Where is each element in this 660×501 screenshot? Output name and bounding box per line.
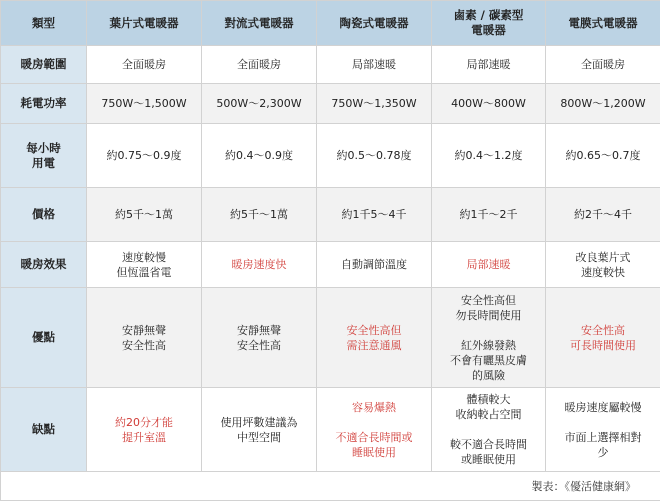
table-row	[1, 188, 660, 242]
header-heater-5: 電膜式電暖器	[546, 1, 660, 46]
header-heater-2: 對流式電暖器	[202, 1, 317, 46]
row-label: 暖房效果	[1, 242, 87, 288]
row-label: 耗電功率	[1, 84, 87, 124]
table-cell: 暖房速度快	[202, 242, 317, 288]
table-cell: 約5千～1萬	[202, 188, 317, 242]
table-cell: 全面暖房	[87, 46, 202, 84]
row-label: 價格	[1, 188, 87, 242]
table-cell: 安全性高但 勿長時間使用 紅外線發熱 不會有曬黑皮膚 的風險	[432, 288, 546, 388]
table-cell: 約20分才能 提升室溫	[87, 388, 202, 472]
row-label: 每小時 用電	[1, 124, 87, 188]
table-cell: 安全性高 可長時間使用	[546, 288, 660, 388]
table-cell: 750W～1,500W	[87, 84, 202, 124]
table-cell: 暖房速度屬較慢 市面上選擇相對 少	[546, 388, 660, 472]
header-row	[1, 1, 660, 46]
table-cell: 容易爆熱 不適合長時間或 睡眠使用	[317, 388, 432, 472]
table-cell: 約0.5～0.78度	[317, 124, 432, 188]
table-cell: 局部速暖	[432, 242, 546, 288]
footer-credit: 製表：《優活健康網》	[1, 472, 660, 501]
table-row	[1, 388, 660, 472]
footer-row	[1, 472, 660, 501]
table-cell: 800W～1,200W	[546, 84, 660, 124]
table-cell: 約0.75～0.9度	[87, 124, 202, 188]
table-cell: 全面暖房	[202, 46, 317, 84]
table-cell: 安靜無聲 安全性高	[87, 288, 202, 388]
table-cell: 約0.4～1.2度	[432, 124, 546, 188]
table-row	[1, 124, 660, 188]
table-body	[1, 46, 660, 472]
table-row	[1, 242, 660, 288]
table-cell: 750W～1,350W	[317, 84, 432, 124]
header-heater-1: 葉片式電暖器	[87, 1, 202, 46]
table-cell: 速度較慢 但恆溫省電	[87, 242, 202, 288]
table-cell: 局部速暖	[317, 46, 432, 84]
row-label: 暖房範圍	[1, 46, 87, 84]
table-row	[1, 84, 660, 124]
table-cell: 安靜無聲 安全性高	[202, 288, 317, 388]
table-cell: 約1千～2千	[432, 188, 546, 242]
table-cell: 改良葉片式 速度較快	[546, 242, 660, 288]
table-cell: 約5千～1萬	[87, 188, 202, 242]
table-cell: 約1千5～4千	[317, 188, 432, 242]
table-cell: 500W～2,300W	[202, 84, 317, 124]
table-cell: 全面暖房	[546, 46, 660, 84]
table-cell: 自動調節溫度	[317, 242, 432, 288]
row-label: 缺點	[1, 388, 87, 472]
table-cell: 使用坪數建議為 中型空間	[202, 388, 317, 472]
header-heater-4: 鹵素 / 碳素型 電暖器	[432, 1, 546, 46]
header-type-label: 類型	[1, 1, 87, 46]
header-heater-3: 陶瓷式電暖器	[317, 1, 432, 46]
table-cell: 體積較大 收納較占空間 較不適合長時間 或睡眠使用	[432, 388, 546, 472]
table-cell: 約2千～4千	[546, 188, 660, 242]
table-row	[1, 288, 660, 388]
table-cell: 約0.65～0.7度	[546, 124, 660, 188]
table-cell: 約0.4～0.9度	[202, 124, 317, 188]
table-row	[1, 46, 660, 84]
table-cell: 局部速暖	[432, 46, 546, 84]
table-cell: 400W～800W	[432, 84, 546, 124]
row-label: 優點	[1, 288, 87, 388]
table-cell: 安全性高但 需注意通風	[317, 288, 432, 388]
